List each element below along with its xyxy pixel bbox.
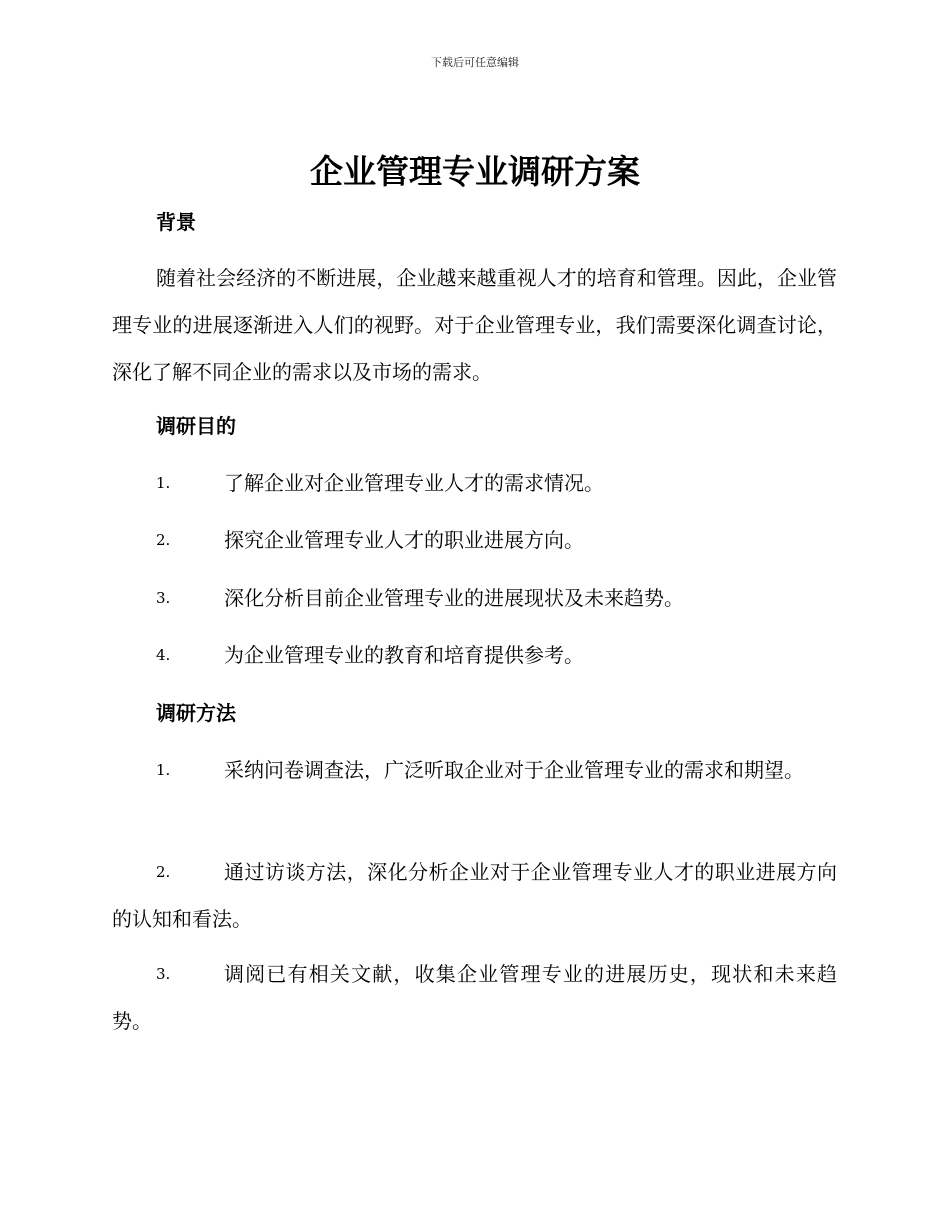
section-heading-background: 背景 [156, 210, 196, 234]
list-text: 采纳问卷调查法，广泛听取企业对于企业管理专业的需求和期望。 [224, 758, 804, 782]
purpose-item [112, 517, 837, 564]
list-number: 4. [156, 646, 171, 664]
list-number: 1. [156, 474, 171, 492]
list-number: 2. [156, 863, 171, 881]
purpose-item [112, 575, 837, 622]
list-text: 了解企业对企业管理专业人才的需求情况。 [224, 471, 604, 495]
background-paragraph: 随着社会经济的不断进展，企业越来越重视人才的培育和管理。因此，企业管理专业的进展逐渐进入人们的视野。对于企业管理专业，我们需要深化调查讨论，深化了解不同企业的需求以及市场的需求。 [112, 266, 837, 384]
list-number: 2. [156, 531, 171, 549]
list-text: 为企业管理专业的教育和培育提供参考。 [224, 643, 584, 667]
list-text: 通过访谈方法，深化分析企业对于企业管理专业人才的职业进展方向的认知和看法。 [112, 860, 837, 931]
list-text: 探究企业管理专业人才的职业进展方向。 [224, 528, 584, 552]
list-number: 1. [156, 761, 171, 779]
section-heading-method: 调研方法 [156, 701, 236, 725]
method-item [112, 849, 837, 943]
header-note: 下载后可任意编辑 [431, 56, 519, 69]
purpose-item [112, 632, 837, 679]
list-text: 调阅已有相关文献，收集企业管理专业的进展历史，现状和未来趋势。 [112, 962, 837, 1033]
method-item [112, 747, 837, 794]
method-item [112, 951, 837, 1045]
section-heading-purpose: 调研目的 [156, 414, 236, 438]
purpose-item [112, 460, 837, 507]
page-title: 企业管理专业调研方案 [310, 152, 640, 191]
list-text: 深化分析目前企业管理专业的进展现状及未来趋势。 [224, 586, 684, 610]
list-number: 3. [156, 589, 171, 607]
list-number: 3. [156, 965, 171, 983]
